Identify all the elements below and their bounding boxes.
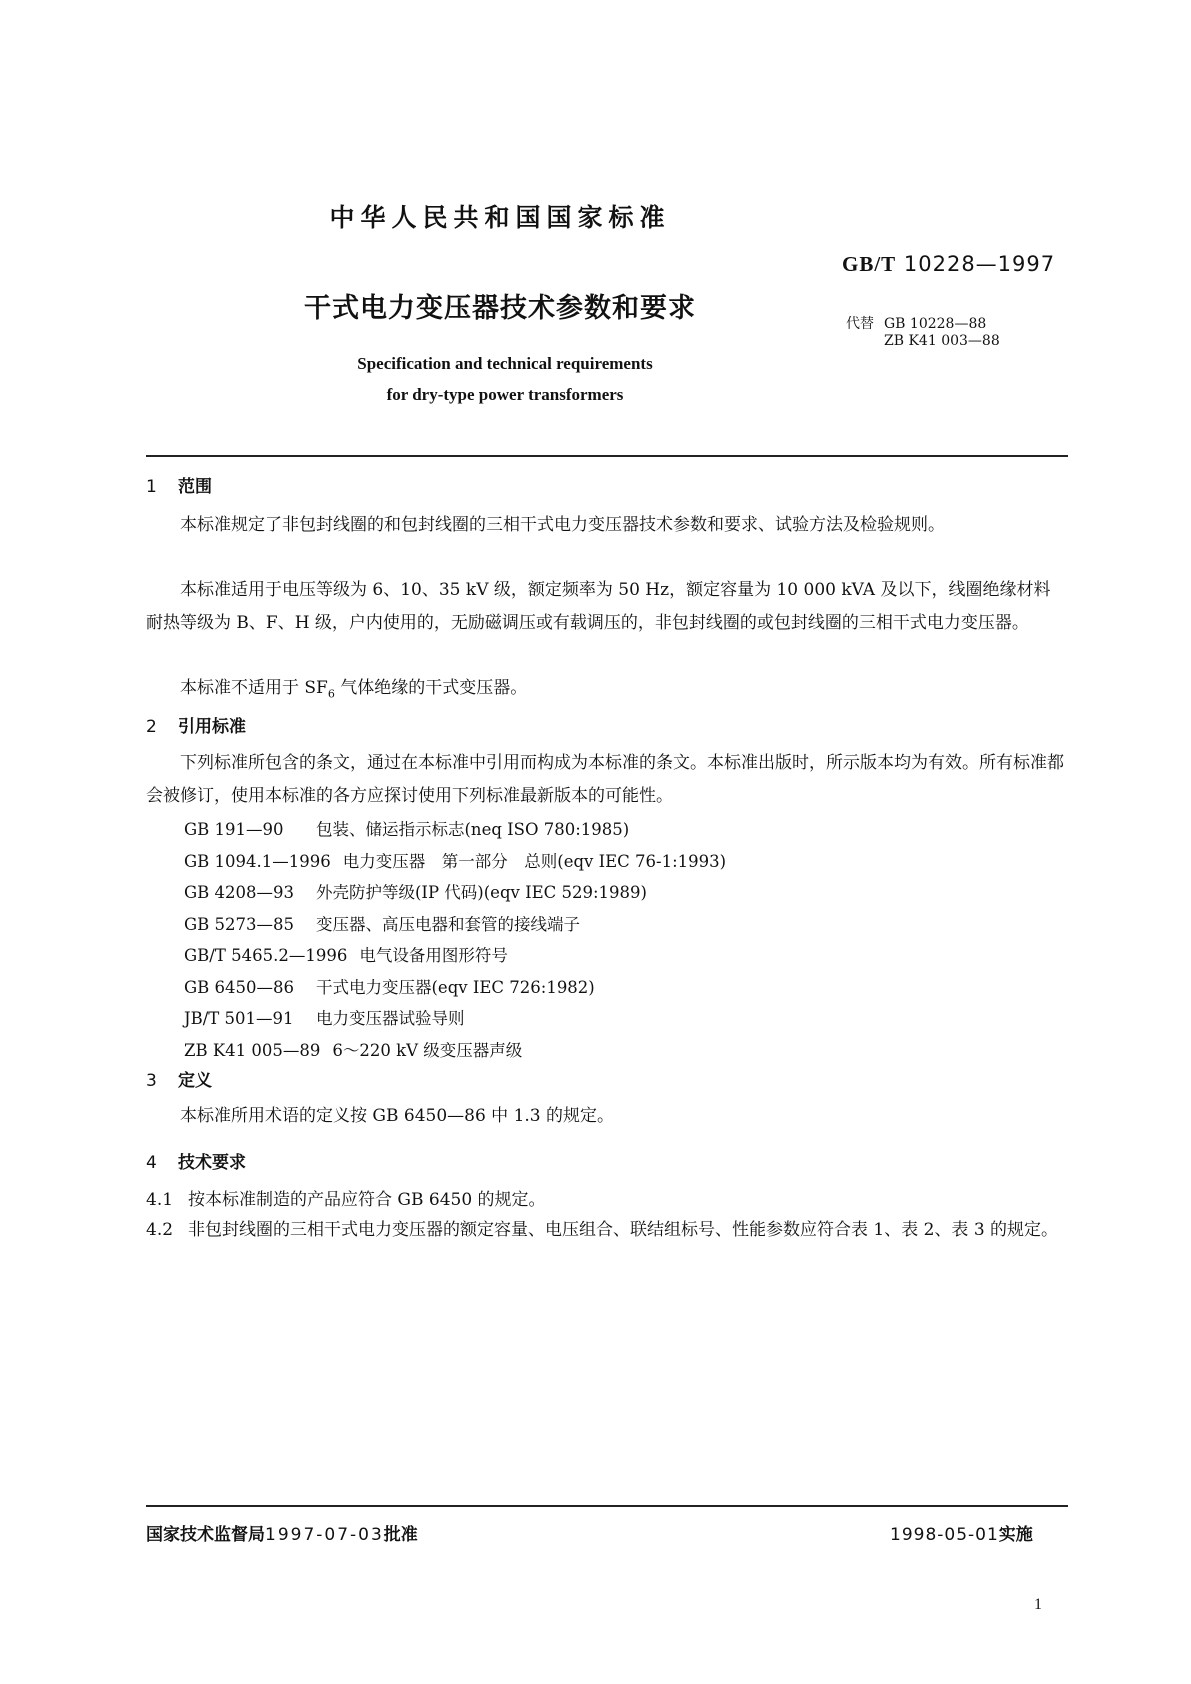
clause-number: 4.2 — [146, 1220, 174, 1240]
clause-4-1 — [146, 1184, 1066, 1217]
section-3-heading — [146, 1066, 212, 1091]
section-title: 范围 — [178, 477, 212, 497]
paragraph-text: 本标准规定了非包封线圈的和包封线圈的三相干式电力变压器技术参数和要求、试验方法及检验规则。 — [180, 515, 945, 535]
section-number: 1 — [146, 477, 157, 497]
section-title: 技术要求 — [178, 1153, 246, 1173]
reference-title: 6～220 kV 级变压器声级 — [332, 1040, 523, 1060]
section-1-heading — [146, 472, 212, 497]
section-1-paragraph-1 — [146, 509, 1066, 542]
reference-code: GB/T 5465.2—1996 — [184, 946, 348, 965]
reference-code: ZB K41 005—89 — [184, 1040, 321, 1060]
reference-code: JB/T 501—91 — [184, 1009, 294, 1028]
document-title: 干式电力变压器技术参数和要求 — [304, 293, 696, 324]
implementation-label: 实施 — [998, 1525, 1033, 1545]
paragraph-text: 气体绝缘的干式变压器。 — [334, 678, 528, 698]
clause-4-2 — [146, 1214, 1066, 1247]
standard-code: GB/T — [842, 252, 897, 276]
section-2-heading — [146, 712, 246, 737]
reference-item — [184, 1003, 726, 1035]
approval-label: 批准 — [383, 1525, 418, 1545]
replaces-block — [846, 316, 1000, 350]
section-2-intro — [146, 747, 1066, 813]
reference-list — [184, 814, 726, 1066]
reference-code: GB 4208—93 — [184, 883, 295, 902]
issuing-authority: 国家技术监督局 — [146, 1525, 265, 1545]
reference-title: 电力变压器试验导则 — [316, 1009, 465, 1028]
reference-title: 包装、储运指示标志(neq ISO 780:1985) — [316, 820, 630, 839]
implementation-date: 1998-05-01 — [890, 1525, 999, 1545]
section-1-paragraph-2 — [146, 574, 1066, 640]
reference-code: GB 6450—86 — [184, 977, 295, 997]
reference-item — [184, 909, 726, 941]
clause-text: 按本标准制造的产品应符合 GB 6450 的规定。 — [188, 1190, 546, 1210]
clause-number: 4.1 — [146, 1190, 174, 1210]
section-4-heading — [146, 1148, 246, 1173]
footer-divider — [146, 1505, 1068, 1507]
implementation-line — [890, 1520, 1033, 1545]
paragraph-text: 本标准适用于电压等级为 6、10、35 kV 级，额定频率为 50 Hz，额定容量为 10 000 kVA 及以下，线圈绝缘材料耐热等级为 B、F、H 级，户内使用的，无励磁调压或有载调压的，非包封线圈的或包封线圈的三相干式电力变压器。 — [146, 580, 1051, 633]
reference-item — [184, 846, 726, 878]
section-title: 定义 — [178, 1071, 212, 1091]
reference-code: GB 1094.1—1996 — [184, 851, 331, 871]
reference-title: 干式电力变压器(eqv IEC 726:1982) — [316, 977, 595, 997]
reference-code: GB 5273—85 — [184, 914, 295, 934]
paragraph-text: 本标准所用术语的定义按 GB 6450—86 中 1.3 的规定。 — [180, 1106, 615, 1126]
reference-item — [184, 972, 726, 1004]
reference-item — [184, 940, 726, 972]
reference-item — [184, 877, 726, 909]
reference-code: GB 191—90 — [184, 820, 284, 839]
page-number: 1 — [1034, 1596, 1042, 1613]
reference-title: 变压器、高压电器和套管的接线端子 — [316, 914, 580, 934]
replaced-standard-1: GB 10228—88 — [884, 316, 987, 332]
english-title — [0, 348, 1010, 410]
standard-number — [842, 252, 1055, 277]
section-number: 2 — [146, 717, 157, 737]
english-title-line-2: for dry-type power transformers — [386, 385, 624, 404]
section-number: 4 — [146, 1153, 157, 1173]
section-number: 3 — [146, 1071, 157, 1091]
paragraph-text: 下列标准所包含的条文，通过在本标准中引用而构成为本标准的条文。本标准出版时，所示版本均为有效。所有标准都会被修订，使用本标准的各方应探讨使用下列标准最新版本的可能性。 — [146, 753, 1064, 806]
approval-date: 1997-07-03 — [265, 1525, 384, 1545]
subscript: 6 — [327, 687, 335, 701]
national-standard-heading: 中华人民共和国国家标准 — [329, 203, 671, 232]
standard-number-value: 10228—1997 — [903, 252, 1056, 276]
replaced-standard-2: ZB K41 003—88 — [884, 333, 1000, 349]
english-title-line-1: Specification and technical requirements — [357, 354, 653, 373]
reference-item — [184, 814, 726, 846]
reference-title: 外壳防护等级(IP 代码)(eqv IEC 529:1989) — [316, 883, 647, 902]
reference-title: 电气设备用图形符号 — [359, 946, 508, 965]
reference-title: 电力变压器 第一部分 总则(eqv IEC 76-1:1993) — [342, 851, 727, 871]
clause-text: 非包封线圈的三相干式电力变压器的额定容量、电压组合、联结组标号、性能参数应符合表 1、表 2、表 3 的规定。 — [188, 1220, 1059, 1240]
section-title: 引用标准 — [178, 717, 246, 737]
reference-item — [184, 1035, 726, 1067]
replaces-label: 代替 — [846, 316, 874, 332]
paragraph-text: 本标准不适用于 SF — [180, 678, 328, 698]
section-1-paragraph-3 — [146, 672, 1066, 710]
approval-line — [146, 1520, 418, 1545]
header-divider — [146, 455, 1068, 457]
section-3-paragraph — [146, 1100, 1066, 1133]
